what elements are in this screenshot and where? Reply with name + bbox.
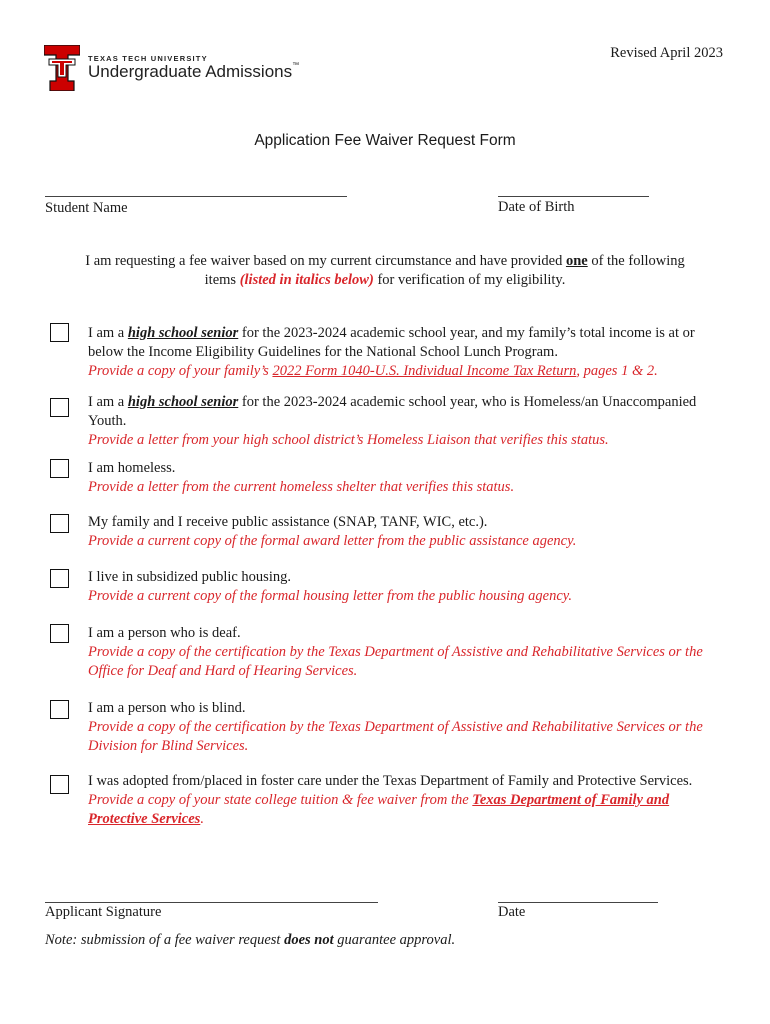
checkbox-public-assistance[interactable] <box>50 514 69 533</box>
date-label: Date <box>498 904 526 920</box>
item-public-assistance: My family and I receive public assistance (SNAP, TANF, WIC, etc.). Provide a current copy of the formal award letter from the public assistance agency. <box>88 514 577 549</box>
checkbox-blind[interactable] <box>50 700 69 719</box>
signature-line[interactable] <box>45 902 378 903</box>
ttu-logo <box>44 45 304 95</box>
approval-note: Note: submission of a fee waiver request does not guarantee approval. <box>45 932 456 948</box>
item-homeless: I am homeless. Provide a letter from the current homeless shelter that verifies this status. <box>88 460 515 495</box>
student-name-label: Student Name <box>45 200 128 216</box>
item-high-school-senior-homeless: I am a high school senior for the 2023-2024 academic school year, who is Homeless/an Unaccompanied Youth. Provide a letter from your high school district’s Homeless Liaison that verifies this status. <box>88 394 697 448</box>
checkbox-foster-care[interactable] <box>50 775 69 794</box>
student-name-line[interactable] <box>45 196 347 197</box>
date-line[interactable] <box>498 902 658 903</box>
intro-paragraph: I am requesting a fee waiver based on my current circumstance and have provided one of the following items (listed in italics below) for verification of my eligibility. <box>85 253 685 288</box>
item-deaf: I am a person who is deaf. Provide a copy of the certification by the Texas Department of Assistive and Rehabilitative Services or the Office for Deaf and Hard of Hearing Services. <box>88 625 703 679</box>
form-title: Application Fee Waiver Request Form <box>254 132 516 149</box>
university-name: TEXAS TECH UNIVERSITY <box>88 54 208 63</box>
department-name: Undergraduate Admissions™ <box>88 62 300 81</box>
checkbox-high-school-senior-homeless[interactable] <box>50 398 69 417</box>
checkbox-deaf[interactable] <box>50 624 69 643</box>
item-blind: I am a person who is blind. Provide a copy of the certification by the Texas Department of Assistive and Rehabilitative Services or the Division for Blind Services. <box>88 700 703 754</box>
signature-label: Applicant Signature <box>45 904 162 920</box>
item-public-housing: I live in subsidized public housing. Provide a current copy of the formal housing letter from the public housing agency. <box>88 569 573 604</box>
dob-label: Date of Birth <box>498 199 575 215</box>
revised-date: Revised April 2023 <box>610 45 723 61</box>
item-high-school-senior-income: I am a high school senior for the 2023-2024 academic school year, and my family’s total income is at or below the Income Eligibility Guidelines for the National School Lunch Program. Provide a copy of your family’s 2022 Form 1040-U.S. Individual Income Tax Return, pages 1 & 2. <box>88 325 695 379</box>
double-t-logo-icon <box>44 45 80 91</box>
dob-line[interactable] <box>498 196 649 197</box>
checkbox-public-housing[interactable] <box>50 569 69 588</box>
checkbox-homeless[interactable] <box>50 459 69 478</box>
item-foster-care: I was adopted from/placed in foster care under the Texas Department of Family and Protective Services. Provide a copy of your state college tuition & fee waiver from the Texas Department of Family and Protective Services. <box>88 773 693 827</box>
checkbox-high-school-senior-income[interactable] <box>50 323 69 342</box>
